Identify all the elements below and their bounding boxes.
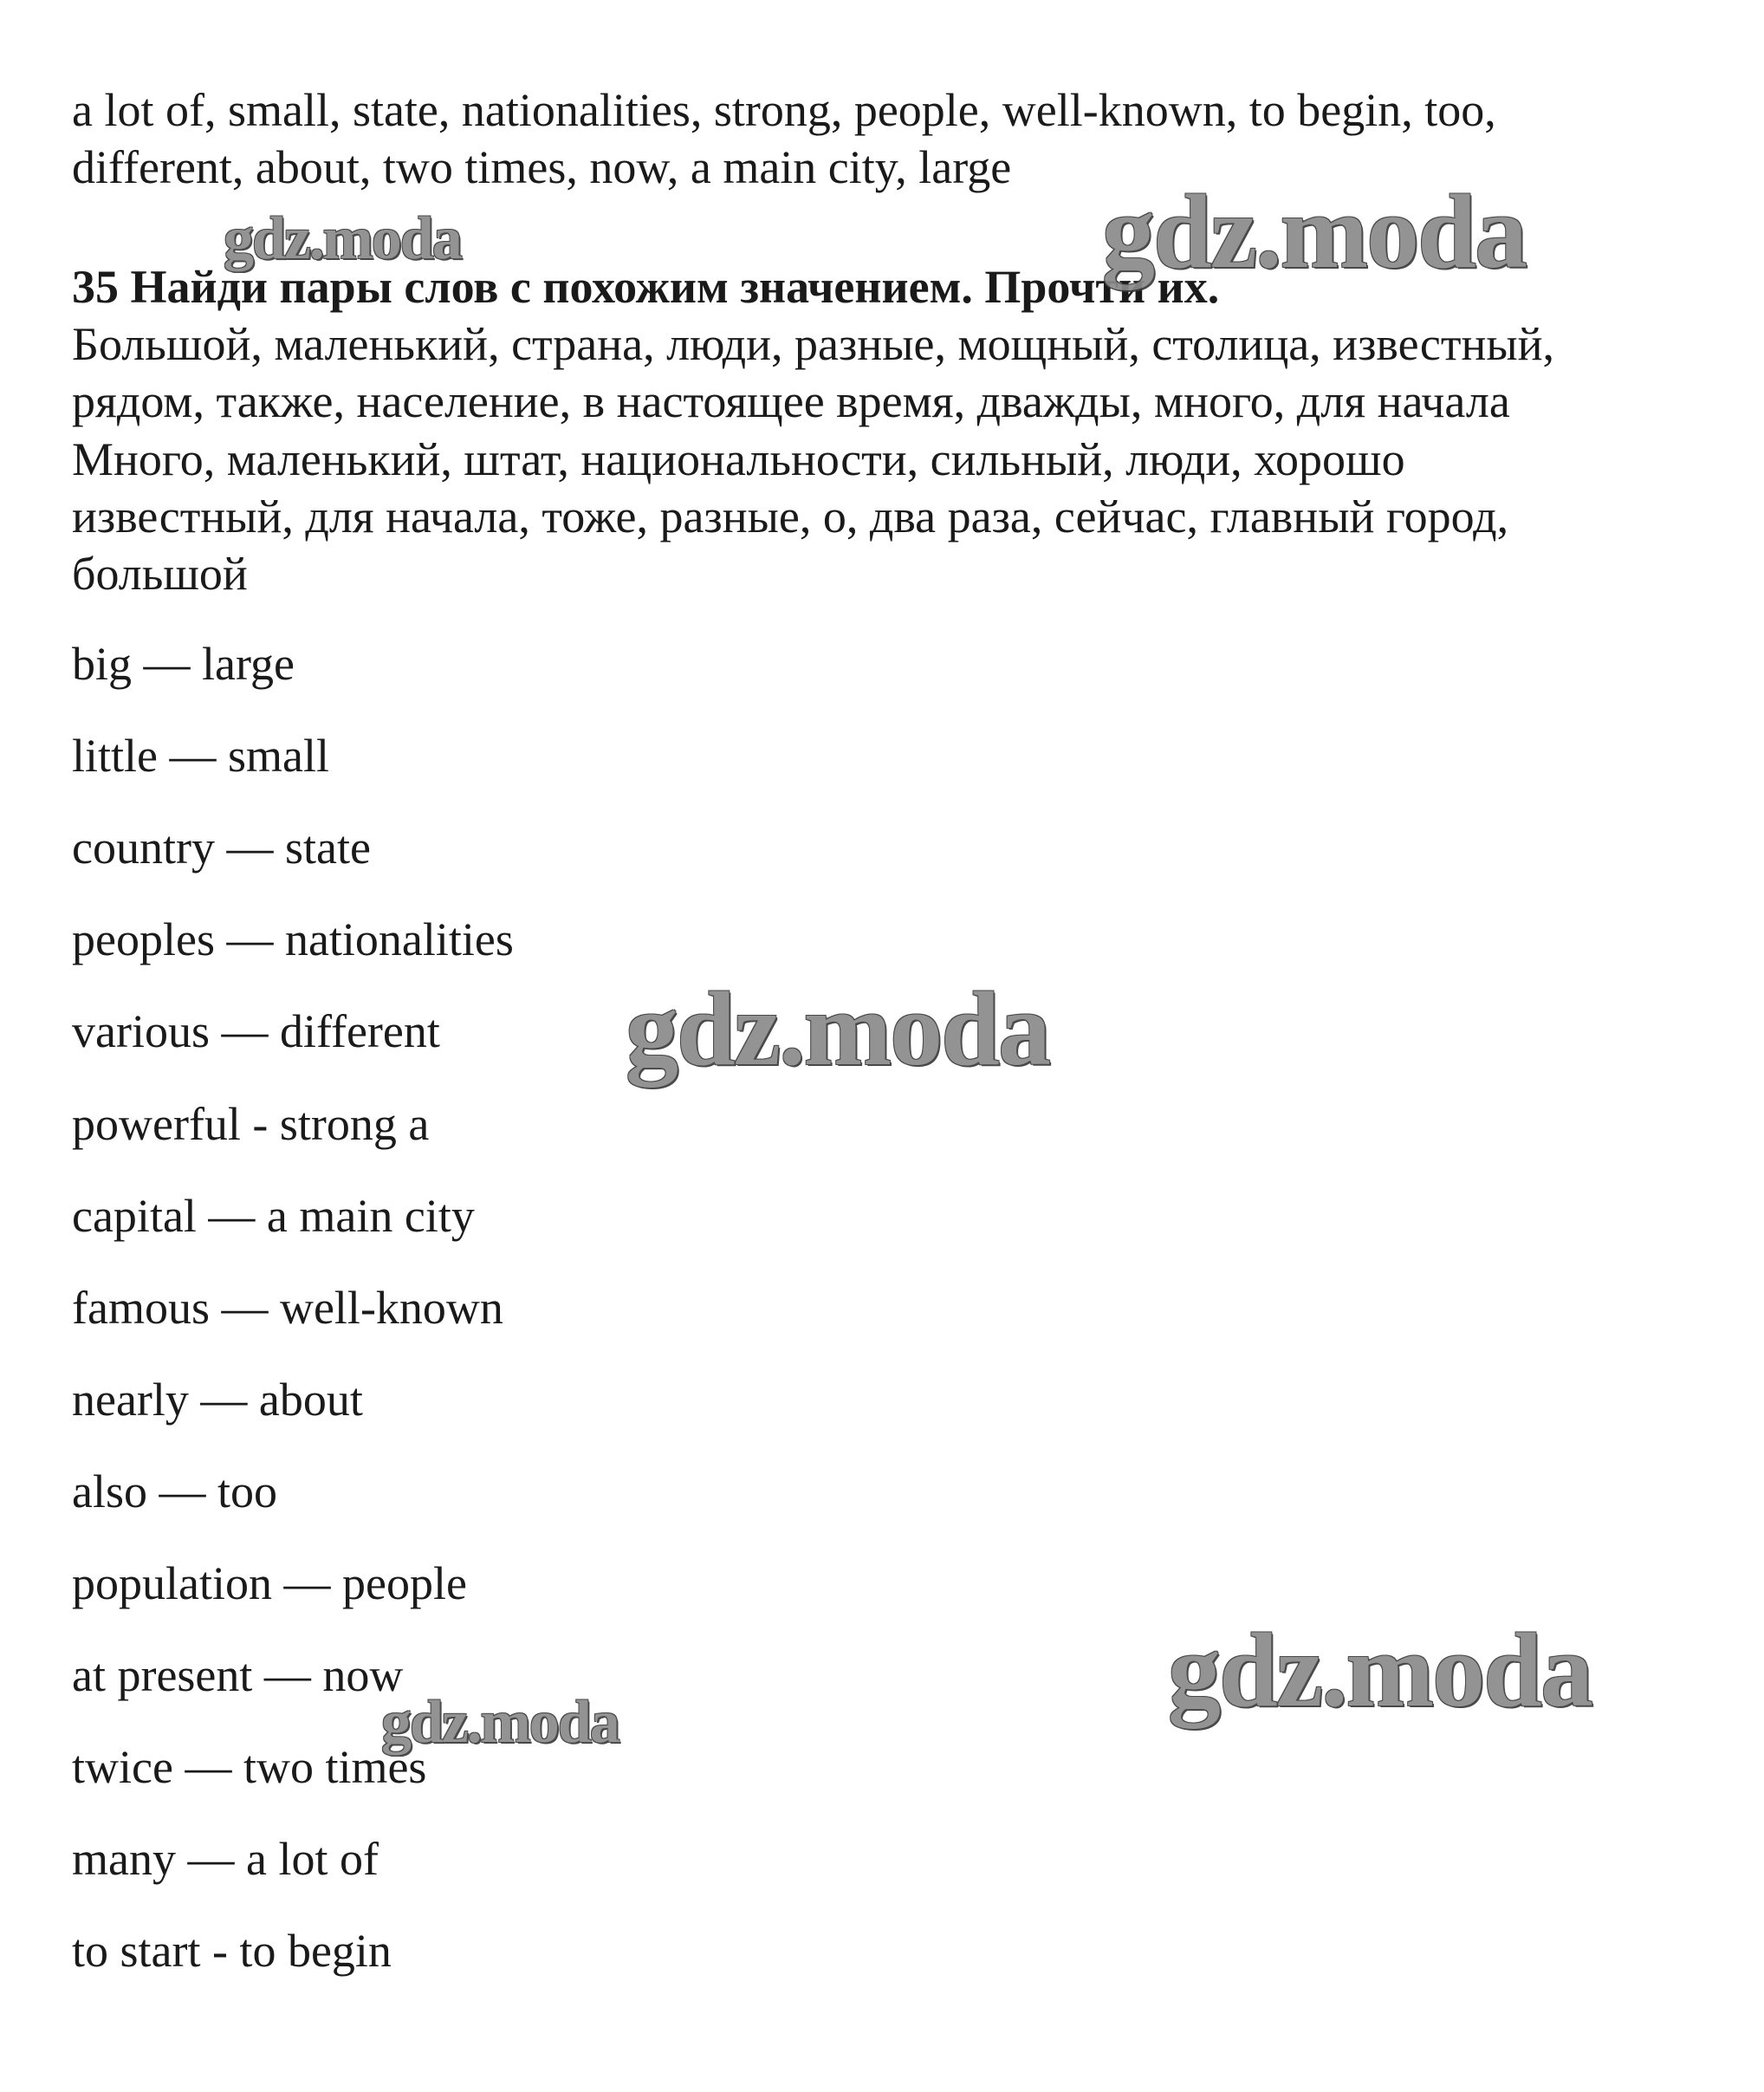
pair-item: also — too [72, 1465, 277, 1517]
pair-item: big — large [72, 638, 295, 690]
watermark-logo: gdz.moda [224, 205, 461, 272]
watermark-logo: gdz.moda [1102, 173, 1526, 290]
pair-item: famous — well-known [72, 1282, 503, 1334]
pair-item: many — a lot of [72, 1833, 379, 1885]
pair-item: capital — a main city [72, 1190, 475, 1242]
pair-item: peoples — nationalities [72, 913, 514, 965]
russian-line-2: рядом, также, население, в настоящее время, дважды, много, для начала [72, 375, 1510, 427]
russian-line-1: Большой, маленький, страна, люди, разные, мощный, столица, известный, [72, 318, 1555, 370]
word-bank-line-1: a lot of, small, state, nationalities, strong, people, well-known, to begin, too, [72, 84, 1496, 136]
watermark-logo: gdz.moda [1168, 1612, 1592, 1729]
russian-line-5: большой [72, 548, 248, 600]
exercise-heading: 35 Найди пары слов с похожим значением. Прочти их. [72, 261, 1220, 313]
pair-item: powerful - strong a [72, 1098, 430, 1150]
pair-item: country — state [72, 822, 371, 874]
pair-item: twice — two times [72, 1741, 427, 1793]
pair-item: to start - to begin [72, 1925, 392, 1977]
watermark-logo: gdz.moda [381, 1689, 619, 1756]
pair-item: population — people [72, 1557, 467, 1609]
pair-item: little — small [72, 730, 329, 782]
word-bank-line-2: different, about, two times, now, a main city, large [72, 141, 1012, 193]
watermark-logo: gdz.moda [626, 971, 1049, 1088]
pair-item: at present — now [72, 1649, 404, 1701]
pair-item: nearly — about [72, 1374, 363, 1426]
russian-line-3: Много, маленький, штат, национальности, сильный, люди, хорошо [72, 433, 1405, 485]
russian-line-4: известный, для начала, тоже, разные, о, два раза, сейчас, главный город, [72, 491, 1509, 542]
pair-item: various — different [72, 1005, 440, 1057]
